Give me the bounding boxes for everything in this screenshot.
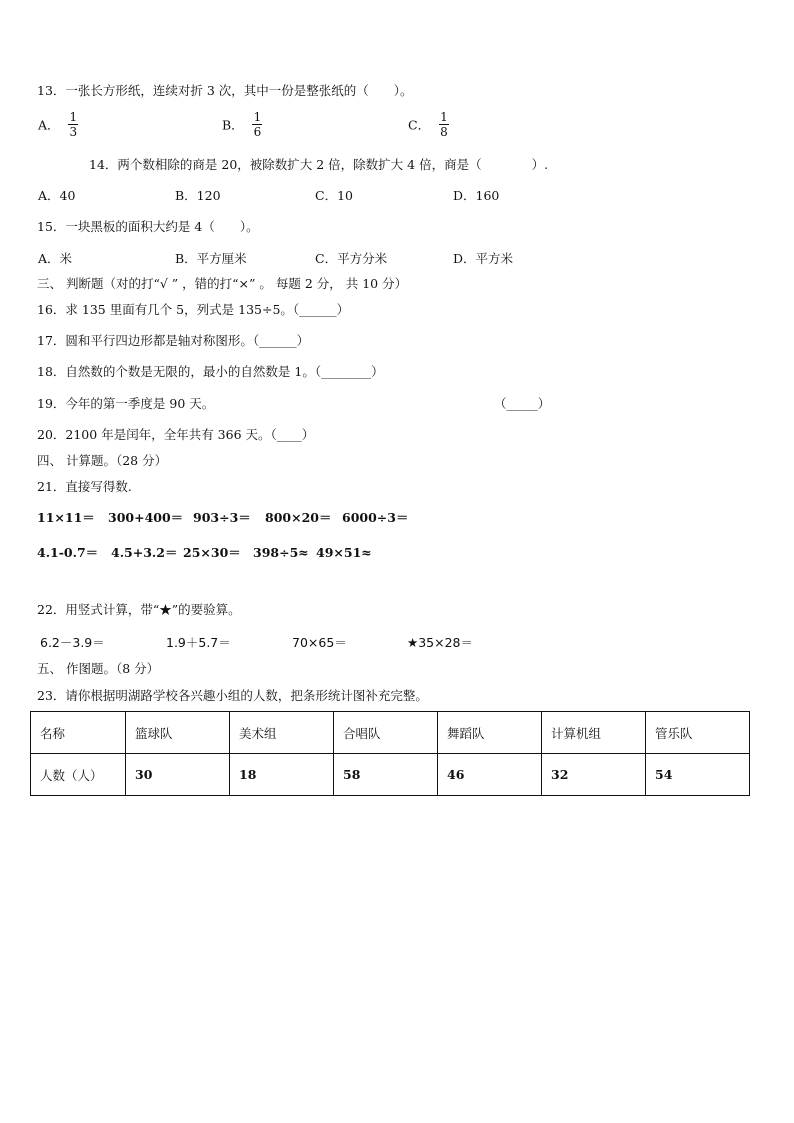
q15-stem: 15．一块黑板的面积大约是 4（ ）。 <box>37 219 259 234</box>
q21-expression: 800×20＝ <box>265 510 332 525</box>
q13-option-a-fraction <box>68 110 80 139</box>
table-cell: 舞蹈队 <box>438 712 542 754</box>
q18-stem: 18．自然数的个数是无限的，最小的自然数是 1。（________） <box>37 364 384 379</box>
q14-stem: 14．两个数相除的商是 20，被除数扩大 2 倍，除数扩大 4 倍，商是（ ）. <box>89 157 549 172</box>
section-4-heading: 四、 计算题。（28 分） <box>37 453 168 468</box>
q19-answer-blank[interactable]: （_____） <box>494 396 551 411</box>
table-cell: 18 <box>230 754 334 796</box>
q21-expression: 903÷3＝ <box>193 510 251 525</box>
q13-option-b-fraction <box>252 110 264 139</box>
table-cell: 人数（人） <box>31 754 126 796</box>
table-cell: 管乐队 <box>646 712 750 754</box>
fraction-numerator: 1 <box>253 110 262 124</box>
q22-expression: 70×65＝ <box>292 635 347 650</box>
table-cell: 30 <box>126 754 230 796</box>
fraction-denominator: 6 <box>253 125 262 139</box>
q21-expression: 300+400＝ <box>108 510 184 525</box>
table-cell: 合唱队 <box>334 712 438 754</box>
q21-stem: 21．直接写得数. <box>37 479 132 494</box>
q21-expression: 398÷5≈ <box>253 545 309 560</box>
q13-option-c-label: C． <box>408 117 431 133</box>
fraction-numerator: 1 <box>69 110 78 124</box>
table-row <box>31 754 750 796</box>
q13-option-a[interactable] <box>38 110 79 139</box>
q15-option-a[interactable]: A．米 <box>38 251 73 266</box>
section-3-heading: 三、 判断题（对的打“√ ” ，错的打“×” 。 每题 2 分， 共 10 分） <box>37 276 408 291</box>
q14-option-c[interactable]: C．10 <box>315 188 353 203</box>
table-cell: 58 <box>334 754 438 796</box>
q22-stem: 22．用竖式计算，带“★”的要验算。 <box>37 602 241 617</box>
table-cell: 32 <box>542 754 646 796</box>
q21-expression: 49×51≈ <box>316 545 372 560</box>
table-cell: 名称 <box>31 712 126 754</box>
q16-stem: 16．求 135 里面有几个 5，列式是 135÷5。（______） <box>37 302 350 317</box>
q22-expression: ★35×28＝ <box>407 635 473 650</box>
section-5-heading: 五、 作图题。（8 分） <box>37 661 160 676</box>
q21-expression: 11×11＝ <box>37 510 95 525</box>
q14-option-d[interactable]: D．160 <box>453 188 500 203</box>
q23-stem: 23．请你根据明湖路学校各兴趣小组的人数，把条形统计图补充完整。 <box>37 688 428 703</box>
interest-group-table <box>30 711 750 796</box>
q17-stem: 17．圆和平行四边形都是轴对称图形。（______） <box>37 333 310 348</box>
q21-expression: 4.5+3.2＝ <box>111 545 178 560</box>
table-cell: 54 <box>646 754 750 796</box>
q13-option-c-fraction <box>438 110 450 139</box>
q13-stem: 13．一张长方形纸，连续对折 3 次，其中一份是整张纸的（ ）。 <box>37 83 413 98</box>
q13-option-b-label: B． <box>222 117 244 133</box>
q21-expression: 25×30＝ <box>183 545 241 560</box>
q13-option-b[interactable] <box>222 110 263 139</box>
table-cell: 篮球队 <box>126 712 230 754</box>
q15-option-c[interactable]: C．平方分米 <box>315 251 388 266</box>
table-cell: 计算机组 <box>542 712 646 754</box>
q13-option-a-label: A． <box>38 117 60 133</box>
q15-option-b[interactable]: B．平方厘米 <box>175 251 247 266</box>
q14-option-a[interactable]: A．40 <box>38 188 76 203</box>
fraction-denominator: 3 <box>69 125 78 139</box>
fraction-denominator: 8 <box>440 125 448 139</box>
q15-option-d[interactable]: D．平方米 <box>453 251 514 266</box>
table-cell: 46 <box>438 754 542 796</box>
q21-expression: 4.1-0.7＝ <box>37 545 99 560</box>
q13-option-c[interactable] <box>408 110 450 139</box>
q22-expression: 6.2－3.9＝ <box>40 635 105 650</box>
q14-option-b[interactable]: B．120 <box>175 188 221 203</box>
table-header-row <box>31 712 750 754</box>
fraction-numerator: 1 <box>440 110 448 124</box>
q22-expression: 1.9＋5.7＝ <box>166 635 231 650</box>
table-cell: 美术组 <box>230 712 334 754</box>
q20-stem: 20．2100 年是闰年，全年共有 366 天。（____） <box>37 427 315 442</box>
q21-expression: 6000÷3＝ <box>342 510 409 525</box>
q19-stem: 19．今年的第一季度是 90 天。 <box>37 396 215 411</box>
